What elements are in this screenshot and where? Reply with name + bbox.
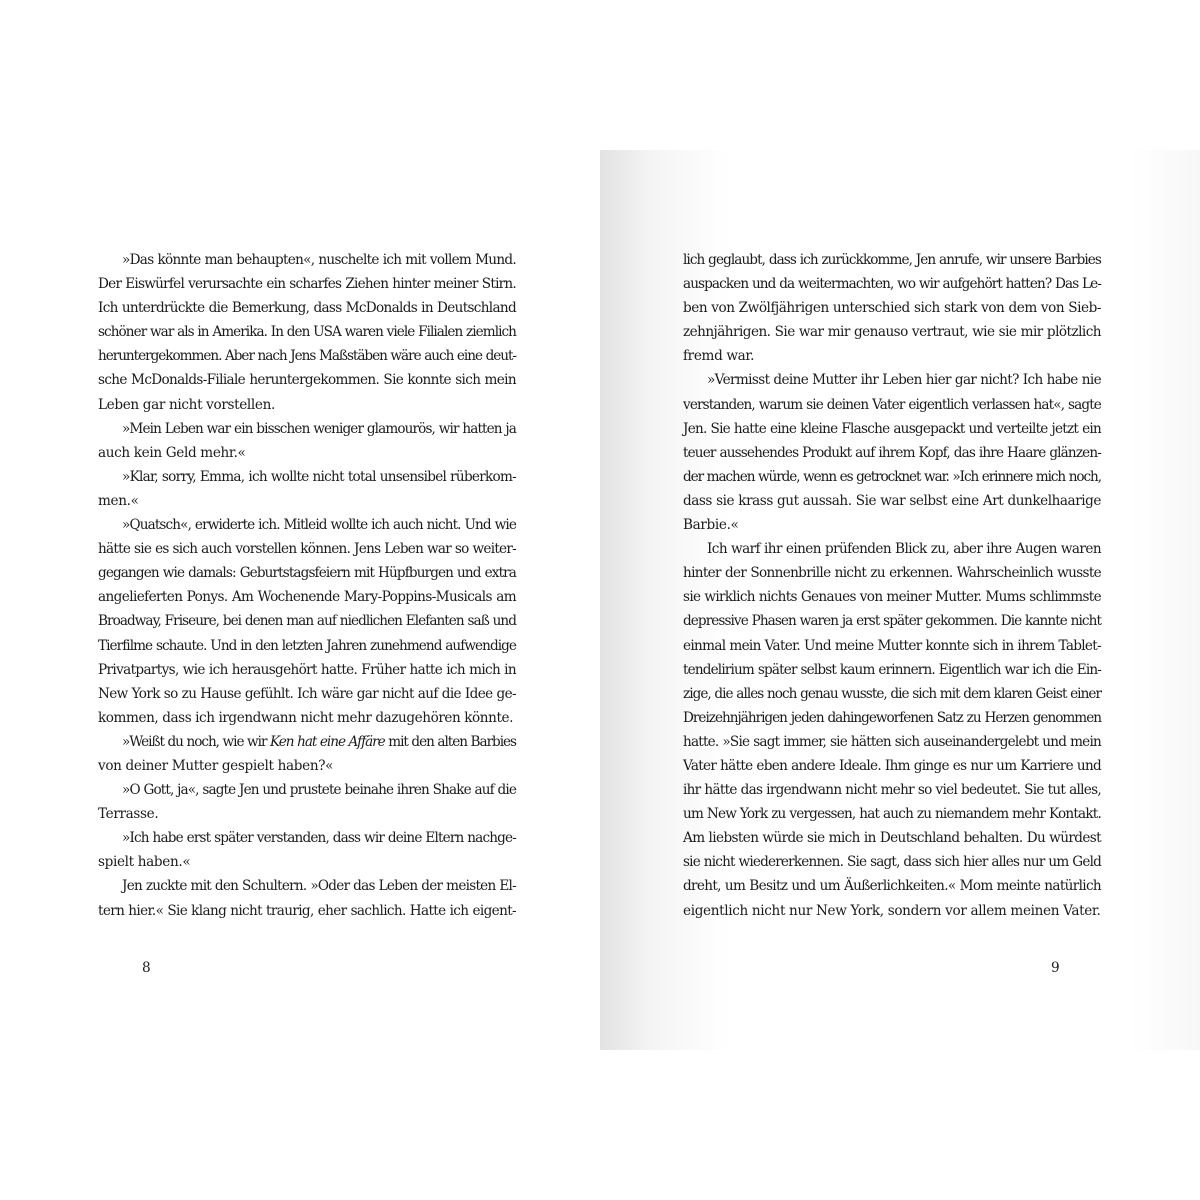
text-line: angelieferten Ponys. Am Wochenende Mary-Poppins-Musicals am: [98, 589, 516, 606]
text-line: fremd war.: [683, 348, 755, 365]
text-line: »Ich habe erst später verstanden, dass wir deine Eltern nachge-: [122, 830, 516, 847]
text-line: auch kein Geld mehr.«: [98, 444, 246, 461]
text-line: »O Gott, ja«, sagte Jen und prustete beinahe ihren Shake auf die: [122, 782, 516, 799]
right-page: [600, 150, 1200, 1050]
text-line: der machen würde, wenn es getrocknet war. »Ich erinnere mich noch,: [683, 468, 1101, 485]
text-line: Barbie.«: [683, 517, 739, 534]
text-line: zige, die alles noch genau wusste, die sich mit dem klaren Geist einer: [683, 685, 1101, 702]
right-page-number: 9: [1051, 960, 1060, 976]
text-line: [98, 730, 516, 754]
text-line: Vater hätte eben andere Ideale. Ihm ginge es nur um Karriere und: [683, 757, 1101, 774]
text-line: von deiner Mutter gespielt haben?«: [98, 757, 334, 774]
text-line: auspacken und da weitermachten, wo wir aufgehört hatten? Das Le-: [683, 276, 1101, 293]
text-line: tern hier.« Sie klang nicht traurig, eher sachlich. Hatte ich eigent-: [98, 902, 516, 919]
text-line: Broadway, Friseure, bei denen man auf niedlichen Elefanten saß und: [98, 613, 516, 630]
text-line: einmal mein Vater. Und meine Mutter konnte sich in ihrem Tablet-: [683, 637, 1101, 654]
text-line: gegangen wie damals: Geburtstagsfeiern mit Hüpfburgen und extra: [98, 565, 516, 582]
text-line: Ich unterdrückte die Bemerkung, dass McDonalds in Deutschland: [98, 300, 516, 317]
text-line: Jen zuckte mit den Schultern. »Oder das Leben der meisten El-: [122, 878, 516, 895]
left-page: [0, 150, 600, 1050]
text-line: sche McDonalds-Filiale heruntergekommen. Sie konnte sich mein: [98, 372, 516, 389]
text-line: Der Eiswürfel verursachte ein scharfes Ziehen hinter meiner Stirn.: [98, 276, 516, 293]
text-line: Ich warf ihr einen prüfenden Blick zu, aber ihre Augen waren: [707, 541, 1101, 558]
text-line: Leben gar nicht vorstellen.: [98, 396, 275, 413]
text-line: Dreizehnjährigen jeden dahingeworfenen Satz zu Herzen genommen: [683, 709, 1101, 726]
text-line: Privatpartys, wie ich herausgehört hatte. Früher hatte ich mich in: [98, 661, 516, 678]
text-line: tendelirium später selbst kaum erinnern. Eigentlich war ich die Ein-: [683, 661, 1101, 678]
text-line: Jen. Sie hatte eine kleine Flasche ausgepackt und verteilte jetzt ein: [683, 420, 1101, 437]
text-line: sie wirklich nichts Genaues von meiner Mutter. Mums schlimmste: [683, 589, 1101, 606]
text-line: um New York zu vergessen, hat auch zu niemandem mehr Kontakt.: [683, 806, 1101, 823]
text-line: New York so zu Hause gefühlt. Ich wäre gar nicht auf die Idee ge-: [98, 685, 516, 702]
text-line: kommen, dass ich irgendwann nicht mehr dazugehören könnte.: [98, 709, 513, 726]
left-page-text: [98, 248, 516, 923]
text-line: »Das könnte man behaupten«, nuschelte ich mit vollem Mund.: [122, 252, 516, 268]
text-line: Tierfilme schaute. Und in den letzten Jahren zunehmend aufwendige: [98, 637, 516, 654]
text-line: ben von Zwölfjährigen unterschied sich stark von dem von Sieb-: [683, 300, 1101, 317]
text-line: dass sie krass gut aussah. Sie war selbst eine Art dunkelhaarige: [683, 492, 1101, 509]
text-line: teuer aussehendes Produkt auf ihrem Kopf, das ihre Haare glänzen-: [683, 444, 1101, 461]
text-line: »Quatsch«, erwiderte ich. Mitleid wollte ich auch nicht. Und wie: [122, 517, 516, 534]
text-line: spielt haben.«: [98, 854, 191, 871]
text-line: schöner war als in Amerika. In den USA waren viele Filialen ziemlich: [98, 324, 516, 341]
italic-title: Ken hat eine Affäre: [270, 733, 385, 750]
text-line: lich geglaubt, dass ich zurückkomme, Jen anrufe, wir unsere Barbies: [683, 252, 1101, 268]
text-line: verstanden, warum sie deinen Vater eigentlich verlassen hat«, sagte: [683, 396, 1101, 413]
left-page-number: 8: [142, 960, 151, 976]
text-line: eigentlich nicht nur New York, sondern vor allem meinen Vater.: [683, 902, 1101, 919]
right-page-text: [683, 248, 1101, 923]
text-line: hinter der Sonnenbrille nicht zu erkennen. Wahrscheinlich wusste: [683, 565, 1101, 582]
text-line: ihr hätte das irgendwann nicht mehr so viel bedeutet. Sie tut alles,: [683, 782, 1101, 799]
text-line: »Mein Leben war ein bisschen weniger glamourös, wir hatten ja: [122, 420, 516, 437]
text-line: »Klar, sorry, Emma, ich wollte nicht total unsensibel rüberkom-: [122, 468, 516, 485]
text-segment: mit den alten Barbies: [384, 733, 516, 750]
text-line: »Vermisst deine Mutter ihr Leben hier gar nicht? Ich habe nie: [707, 372, 1101, 389]
text-line: hatte. »Sie sagt immer, sie hätten sich auseinandergelebt und mein: [683, 733, 1101, 750]
text-segment: »Weißt du noch, wie wir: [122, 733, 271, 750]
text-line: depressive Phasen waren ja erst später gekommen. Die kannte nicht: [683, 613, 1101, 630]
text-line: Am liebsten würde sie mich in Deutschland behalten. Du würdest: [683, 830, 1101, 847]
text-line: Terrasse.: [98, 806, 159, 823]
text-line: dreht, um Besitz und um Äußerlichkeiten.« Mom meinte natürlich: [683, 878, 1101, 895]
text-line: men.«: [98, 492, 139, 509]
text-line: sie nicht wiedererkennen. Sie sagt, dass sich hier alles nur um Geld: [683, 854, 1101, 871]
text-line: zehnjährigen. Sie war mir genauso vertraut, wie sie mir plötzlich: [683, 324, 1101, 341]
text-line: hätte sie es sich auch vorstellen können. Jens Leben war so weiter-: [98, 541, 516, 558]
text-line: heruntergekommen. Aber nach Jens Maßstäben wäre auch eine deut-: [98, 348, 516, 365]
